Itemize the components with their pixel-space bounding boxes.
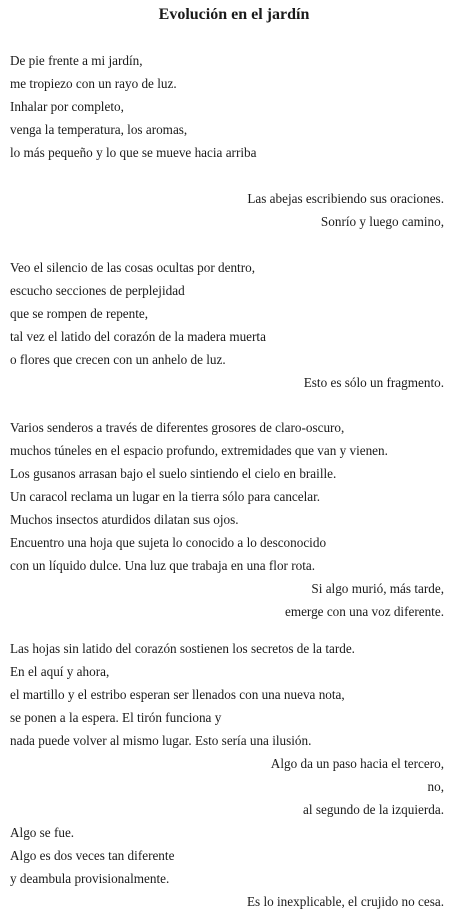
poem-line: se ponen a la espera. El tirón funciona y bbox=[10, 710, 222, 725]
poem-line: emerge con una voz diferente. bbox=[284, 604, 444, 619]
poem-line: Algo se fue. bbox=[10, 825, 75, 840]
poem-line: Los gusanos arrasan bajo el suelo sintiendo el cielo en braille. bbox=[10, 466, 337, 481]
poem-line: Muchos insectos aturdidos dilatan sus ojos. bbox=[10, 512, 239, 527]
poem-line: Encuentro una hoja que sujeta lo conocido a lo desconocido bbox=[10, 535, 327, 550]
poem-line: En el aquí y ahora, bbox=[10, 664, 110, 679]
poem-line: o flores que crecen con un anhelo de luz. bbox=[10, 352, 226, 367]
poem-line: tal vez el latido del corazón de la madera muerta bbox=[10, 329, 266, 344]
poem-line: Si algo murió, más tarde, bbox=[311, 581, 444, 596]
poem-line: Inhalar por completo, bbox=[10, 99, 124, 114]
poem-line: muchos túneles en el espacio profundo, extremidades que van y vienen. bbox=[10, 443, 388, 458]
poem-line: nada puede volver al mismo lugar. Esto sería una ilusión. bbox=[10, 733, 312, 748]
poem-line: Algo da un paso hacia el tercero, bbox=[270, 756, 444, 771]
poem-line: De pie frente a mi jardín, bbox=[10, 53, 143, 68]
poem-line: y deambula provisionalmente. bbox=[10, 871, 170, 886]
poem-title: Evolución en el jardín bbox=[158, 6, 310, 23]
poem-line: Las abejas escribiendo sus oraciones. bbox=[247, 191, 444, 206]
poem-line: el martillo y el estribo esperan ser llenados con una nueva nota, bbox=[10, 687, 345, 702]
poem-line: escucho secciones de perplejidad bbox=[10, 283, 185, 298]
poem-line: venga la temperatura, los aromas, bbox=[10, 122, 188, 137]
poem-line: Varios senderos a través de diferentes grosores de claro-oscuro, bbox=[10, 420, 345, 435]
poem-line: Algo es dos veces tan diferente bbox=[10, 848, 175, 863]
poem-line: lo más pequeño y lo que se mueve hacia arriba bbox=[10, 145, 257, 160]
poem-line: Las hojas sin latido del corazón sostienen los secretos de la tarde. bbox=[10, 641, 355, 656]
poem-line: no, bbox=[427, 779, 444, 794]
poem-line: con un líquido dulce. Una luz que trabaja en una flor rota. bbox=[10, 558, 316, 573]
poem-line: Sonrío y luego camino, bbox=[320, 214, 444, 229]
poem-line: Es lo inexplicable, el crujido no cesa. bbox=[246, 894, 444, 909]
poem-line: Veo el silencio de las cosas ocultas por dentro, bbox=[10, 260, 255, 275]
poem-line: al segundo de la izquierda. bbox=[303, 802, 444, 817]
poem-line: me tropiezo con un rayo de luz. bbox=[10, 76, 177, 91]
poem-line: Un caracol reclama un lugar en la tierra sólo para cancelar. bbox=[10, 489, 321, 504]
poem-line: Esto es sólo un fragmento. bbox=[303, 375, 444, 390]
poem-line: que se rompen de repente, bbox=[10, 306, 149, 321]
